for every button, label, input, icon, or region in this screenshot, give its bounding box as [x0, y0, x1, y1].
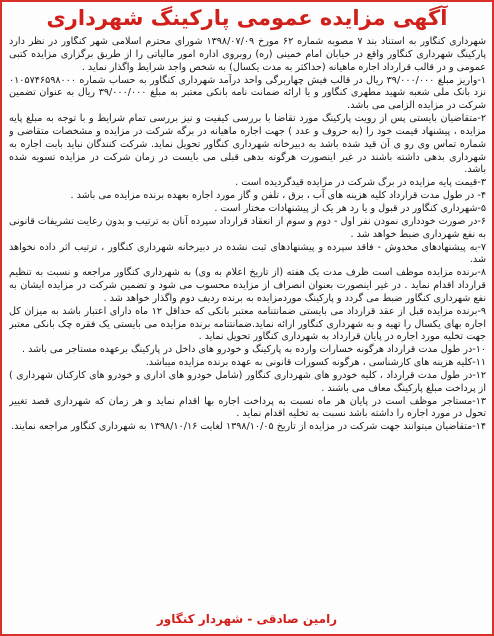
notice-item-9: ۹-برنده مزایده قبل از عقد قرارداد می بایستی ضمانتنامه معتبر بانکی که حداقل ۱۲ ماه دارای اعتبار باشد به میزان کل اجاره بهای یکسال را تهیه و به شهرداری کنگاور ارائه نماید.ضمانتنامه برنده مزایده می بایستی یک فقره چک بانکی معتبر جهت تخلیه مورد اجاره در پایان قرارداد به شهرداری کنگاور تحویل نماید .: [9, 305, 486, 343]
notice-body: [9, 36, 486, 606]
notice-item-8: ۸-برنده مزایده موظف است ظرف مدت یک هفته (از تاریخ اعلام به وی) به شهرداری کنگاور مراجعه و نسبت به تنظیم قرارداد اقدام نماید . در غیر اینصورت بعنوان انصراف از مزایده محسوب می شود و تضمین شرکت در مزایده ایشان به نفع شهرداری کنگاور ضبط می گردد و پارکینگ موردمزایده به برنده ردیف دوم واگذار خواهد شد .: [9, 267, 486, 304]
notice-item-3: ۳-قیمت پایه مزایده در برگ شرکت در مزایده قیدگردیده است .: [235, 177, 486, 189]
mayor-signature: رامین صادقی - شهردار کنگاور: [156, 612, 338, 626]
notice-item-11: ۱۱-کلیه هزینه های کارشناسی ، هرگونه کسورات قانونی به عهده برنده مزایده میباشد.: [145, 357, 486, 369]
notice-item-2: ۲-متقاضیان بایستی پس از رویت پارکینگ مورد تقاضا با بررسی کیفیت و نیز بررسی تمام شرایط و با توجه به مبلغ پایه مزایده ، پیشنهاد قیمت خود را (به حروف و عدد ) جهت اجاره ماهیانه در برگه شرکت در مزایده و مشخصات متقاضی و شماره تماس وی رو ی آن قید شده باشد به دبیرخانه شهرداری کنگاور تحویل نماید. شرکت کنندگان نباید بابت اجاره به شهرداری بدهی داشته باشند در غیر اینصورت هرگونه بدهی قبلی می بایست در زمان شرکت در مزایده تسویه شده باشد.: [9, 113, 486, 176]
notice-item-13: ۱۳-مستاجر موظف است در پایان هر ماه نسبت به پرداخت اجاره بها اقدام نماید و هر زمان که شهرداری قصد تغییر تحول در مورد اجاره را داشته باشد نسبت به تخلیه اقدام نماید .: [9, 395, 486, 420]
notice-intro: شهرداری کنگاور به استناد بند ۷ مصوبه شماره ۶۲ مورخ ۱۳۹۸/۰۷/۰۹ شورای محترم اسلامی شهر کنگاور در نظر دارد پارکینگ شهرداری کنگاور واقع در خیابان امام خمینی (ره) روبروی اداره امور مالیاتی را از طریق برگزاری مزایده کتبی عمومی و در قالب قرارداد اجاره ماهیانه (حداکثر به مدت یکسال) به شخص واجد شرایط واگذار نماید .: [9, 36, 486, 73]
notice-item-10: ۱۰-در طول مدت قرارداد هرگونه خسارات وارده به پارکینگ و خودرو های داخل در پارکینگ برعهده مستاجر می باشد .: [22, 344, 486, 356]
notice-item-7: ۷-به پیشنهادهای مخدوش - فاقد سپرده و پیشنهادهای ثبت نشده در دبیرخانه شهرداری کنگاور ، ترتیب اثر داده نخواهد شد.: [9, 241, 486, 266]
notice-item-6: ۶-در صورت خودداری نمودن نفر اول - دوم و سوم از انعقاد قرارداد سپرده آنان به ترتیب و بدون رعایت تشریفات قانونی به نفع شهرداری ضبط خواهد شد .: [9, 215, 486, 240]
notice-item-12: ۱۲-در طول مدت قرارداد ، کلیه خودرو های شهرداری کنگاور (شامل خودرو های اداری و خودرو های کارکنان شهرداری ) از پرداخت مبلغ پارکینگ معاف می باشند .: [9, 369, 486, 394]
notice-title: آگهی مزایده عمومی پارکینگ شهرداری: [46, 6, 448, 30]
notice-item-4: ۴- در طول مدت قرارداد کلیه هزینه های آب ، برق ، تلفن و گاز مورد اجاره بعهده برنده مزایده می باشد .: [70, 190, 486, 202]
notice-item-14: ۱۴-متقاضیان میتوانند جهت شرکت در مزایده از تاریخ ۱۳۹۸/۱۰/۰۵ لغایت ۱۳۹۸/۱۰/۱۶ به شهرداری کنگاور مراجعه نمایند.: [11, 421, 486, 433]
notice-item-1: ۱-واریز مبلغ ۳۹/۰۰۰/۰۰۰ ریال در قالب فیش چهاربرگی واحد درآمد شهرداری کنگاور به حساب شماره ۰۱۰۵۷۴۶۵۹۸۰۰۰ نزد بانک ملی شعبه شهید مطهری کنگاور و یا ارائه ضمانت نامه بانکی معتبر به مبلغ ۳۹/۰۰۰/۰۰۰ ریال به عنوان تضمین شرکت در مزایده الزامی می باشد.: [9, 74, 486, 112]
notice-item-5: ۵-شهرداری کنگاور در قبول و یا رد هر یک از پیشنهادات مختار است .: [214, 202, 486, 214]
